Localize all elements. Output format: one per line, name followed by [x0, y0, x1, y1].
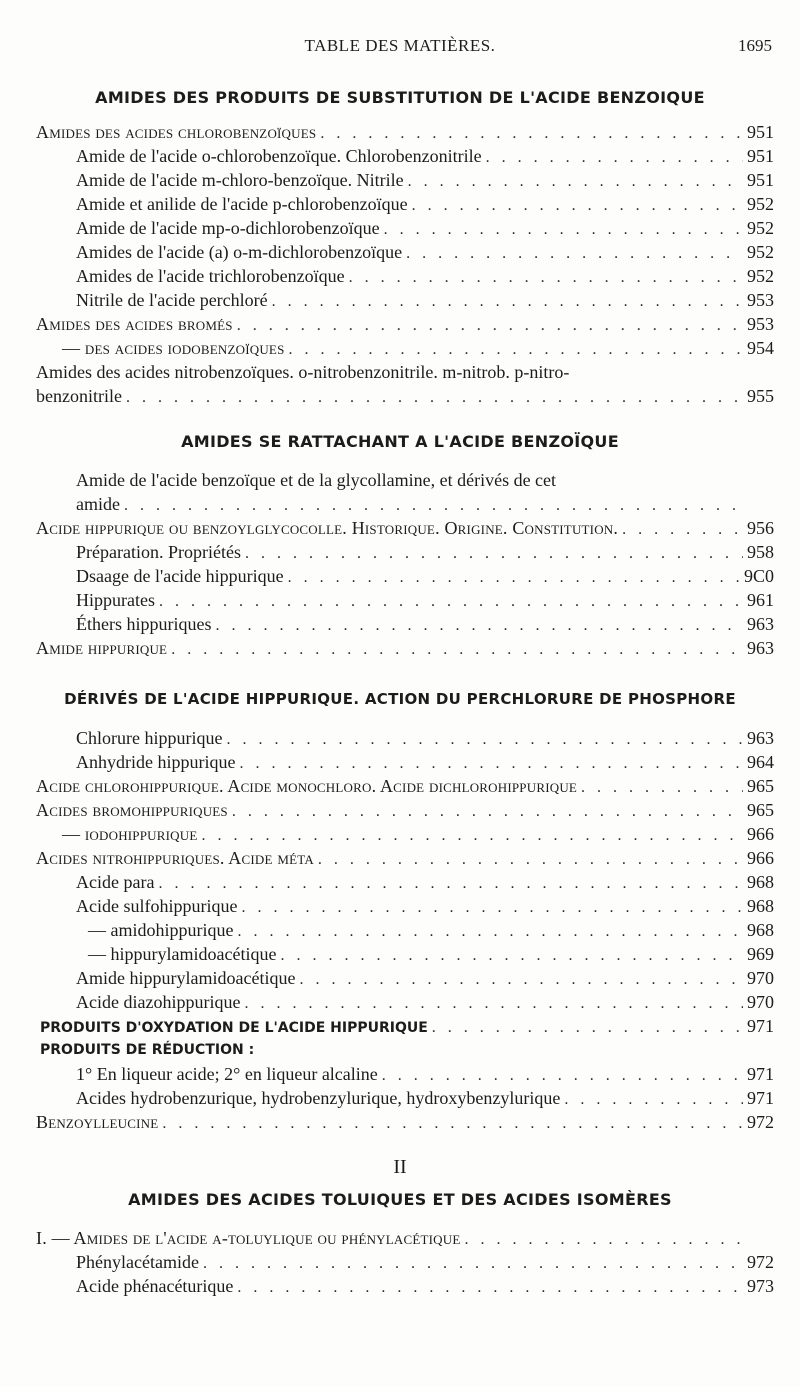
entry-text: Préparation. Propriétés: [76, 542, 241, 562]
entry-text: Acides hydrobenzurique, hydrobenzylurique, hydroxybenzylurique: [76, 1088, 561, 1108]
part-numeral: II: [393, 1156, 407, 1178]
entry-page: 953: [747, 314, 774, 334]
dot-leader: [408, 170, 743, 194]
entry-text: Amide de l'acide m-chloro-benzoïque. Nitrile: [76, 170, 404, 190]
dot-leader: [320, 122, 743, 146]
dot-leader: [486, 146, 743, 170]
toc-entry: [76, 144, 774, 168]
toc-entry: [36, 1110, 774, 1134]
entry-page: 963: [747, 728, 774, 748]
entry-text: Amide hippurique: [36, 638, 168, 658]
toc-entry: [40, 1014, 774, 1038]
entry-text: Dsaage de l'acide hippurique: [76, 566, 284, 586]
dot-leader: [318, 848, 743, 872]
toc-entry: [36, 312, 774, 336]
entry-page: 952: [747, 242, 774, 262]
dot-leader: [581, 776, 743, 800]
entry-page: 966: [747, 824, 774, 844]
toc-entry: [76, 750, 774, 774]
dot-leader: [226, 728, 743, 752]
toc-entry: [76, 564, 774, 588]
dot-leader: [237, 920, 743, 944]
section-title: AMIDES SE RATTACHANT A L'ACIDE BENZOÏQUE: [181, 432, 619, 451]
entry-page: 951: [747, 170, 774, 190]
toc-entry: [76, 240, 774, 264]
dot-leader: [349, 266, 743, 290]
toc-entry: [76, 264, 774, 288]
dot-leader: [564, 1088, 743, 1112]
entry-text: — iodohippurique: [62, 824, 198, 844]
dot-leader: [412, 194, 743, 218]
entry-text: — amidohippurique: [88, 920, 234, 940]
entry-page: 970: [747, 992, 774, 1012]
toc-entry: [76, 588, 774, 612]
entry-page: 968: [747, 872, 774, 892]
toc-entry: [36, 516, 774, 540]
entry-text: Acide phénacéturique: [76, 1276, 234, 1296]
entry-text: Amides des acides chlorobenzoïques: [36, 122, 317, 142]
entry-text: amide: [76, 494, 120, 514]
dot-leader: [162, 1112, 743, 1136]
entry-text: Amide de l'acide mp-o-dichlorobenzoïque: [76, 218, 380, 238]
entry-text: Amides des acides nitrobenzoïques. o-nitrobenzonitrile. m-nitrob. p-nitro-: [36, 362, 570, 382]
entry-text: Acides bromohippuriques: [36, 800, 228, 820]
entry-page: 952: [747, 194, 774, 214]
entry-page: 965: [747, 800, 774, 820]
toc-entry-continued: [76, 468, 556, 492]
toc-entry: [76, 492, 774, 516]
entry-text: Phénylacétamide: [76, 1252, 199, 1272]
section-title: AMIDES DES PRODUITS DE SUBSTITUTION DE L'ACIDE BENZOIQUE: [95, 88, 705, 107]
toc-entry: [76, 168, 774, 192]
toc-entry: [36, 384, 774, 408]
entry-text: Acides nitrohippuriques. Acide méta: [36, 848, 314, 868]
dot-leader: [158, 872, 743, 896]
entry-page: 964: [747, 752, 774, 772]
entry-page: 952: [747, 218, 774, 238]
toc-entry: [36, 1226, 774, 1250]
toc-entry: [76, 1086, 774, 1110]
toc-entry: [76, 726, 774, 750]
entry-text: Anhydride hippurique: [76, 752, 236, 772]
entry-page: 971: [747, 1016, 774, 1036]
entry-text: Acide sulfohippurique: [76, 896, 238, 916]
entry-text: Acide chlorohippurique. Acide monochloro. Acide dichlorohippurique: [36, 776, 578, 796]
entry-text: Amide hippurylamidoacétique: [76, 968, 296, 988]
dot-leader: [237, 314, 743, 338]
entry-page: 970: [747, 968, 774, 988]
toc-entry: [76, 216, 774, 240]
entry-page: 971: [747, 1064, 774, 1084]
entry-text: Amide de l'acide benzoïque et de la glycollamine, et dérivés de cet: [76, 470, 557, 490]
toc-entry: [36, 636, 774, 660]
dot-leader: [239, 752, 743, 776]
entry-text: Hippurates: [76, 590, 155, 610]
dot-leader: [215, 614, 743, 638]
entry-text: Acide para: [76, 872, 155, 892]
toc-entry: [88, 942, 774, 966]
toc-heading: [40, 1038, 254, 1062]
toc-entry: [36, 846, 774, 870]
entry-text: 1° En liqueur acide; 2° en liqueur alcaline: [76, 1064, 378, 1084]
dot-leader: [201, 824, 743, 848]
header-title: TABLE DES MATIÈRES.: [304, 36, 496, 55]
entry-text: Amides de l'acide trichlorobenzoïque: [76, 266, 345, 286]
dot-leader: [465, 1228, 745, 1252]
dot-leader: [289, 338, 743, 362]
section-title: AMIDES DES ACIDES TOLUIQUES ET DES ACIDES ISOMÈRES: [128, 1190, 672, 1209]
header-page-number: 1695: [738, 36, 772, 55]
entry-page: 952: [747, 266, 774, 286]
entry-page: 954: [747, 338, 774, 358]
dot-leader: [622, 518, 743, 542]
running-header: [0, 36, 800, 60]
toc-entry: [36, 774, 774, 798]
toc-entry: [36, 798, 774, 822]
entry-page: 971: [747, 1088, 774, 1108]
dot-leader: [124, 494, 744, 518]
entry-text: Acide hippurique ou benzoylglycocolle. Historique. Origine. Constitution.: [36, 518, 619, 538]
entry-page: 973: [747, 1276, 774, 1296]
section-title: DÉRIVÉS DE L'ACIDE HIPPURIQUE. ACTION DU PERCHLORURE DE PHOSPHORE: [64, 690, 736, 708]
dot-leader: [159, 590, 743, 614]
entry-text: Nitrile de l'acide perchloré: [76, 290, 268, 310]
dot-leader: [272, 290, 743, 314]
entry-text: Acide diazohippurique: [76, 992, 241, 1012]
entry-page: 955: [747, 386, 774, 406]
toc-entry: [76, 1250, 774, 1274]
dot-leader: [288, 566, 740, 590]
dot-leader: [237, 1276, 743, 1300]
toc-entry: [76, 612, 774, 636]
entry-text: Éthers hippuriques: [76, 614, 212, 634]
entry-text: Amides de l'acide (a) o-m-dichlorobenzoïque: [76, 242, 403, 262]
toc-entry: [76, 990, 774, 1014]
entry-text: PRODUITS DE RÉDUCTION :: [40, 1042, 255, 1058]
entry-text: I. — Amides de l'acide α-toluylique ou phénylacétique: [36, 1228, 461, 1248]
entry-page: 968: [747, 896, 774, 916]
toc-entry: [76, 966, 774, 990]
entry-text: — des acides iodobenzoïques: [62, 338, 285, 358]
toc-entry: [76, 870, 774, 894]
dot-leader: [382, 1064, 743, 1088]
entry-page: 963: [747, 614, 774, 634]
toc-entry: [76, 1062, 774, 1086]
entry-page: 9C0: [743, 566, 774, 586]
dot-leader: [126, 386, 743, 410]
entry-text: Chlorure hippurique: [76, 728, 223, 748]
dot-leader: [203, 1252, 743, 1276]
toc-entry: [62, 822, 774, 846]
entry-page: 956: [747, 518, 774, 538]
toc-entry: [36, 120, 774, 144]
toc-entry: [76, 540, 774, 564]
entry-page: 963: [747, 638, 774, 658]
entry-page: 961: [747, 590, 774, 610]
entry-text: benzonitrile: [36, 386, 122, 406]
dot-leader: [241, 896, 743, 920]
dot-leader: [384, 218, 743, 242]
dot-leader: [280, 944, 743, 968]
toc-entry: [88, 918, 774, 942]
entry-text: — hippurylamidoacétique: [88, 944, 277, 964]
entry-text: PRODUITS D'OXYDATION DE L'ACIDE HIPPURIQUE: [40, 1020, 428, 1036]
entry-page: 951: [747, 122, 774, 142]
entry-page: 953: [747, 290, 774, 310]
dot-leader: [406, 242, 743, 266]
entry-page: 966: [747, 848, 774, 868]
toc-entry: [76, 1274, 774, 1298]
entry-page: 972: [747, 1252, 774, 1272]
dot-leader: [232, 800, 743, 824]
dot-leader: [171, 638, 743, 662]
toc-entry: [76, 894, 774, 918]
toc-entry-continued: [36, 360, 569, 384]
entry-text: Amides des acides bromés: [36, 314, 233, 334]
entry-page: 958: [747, 542, 774, 562]
entry-page: 972: [747, 1112, 774, 1132]
entry-text: Benzoylleucine: [36, 1112, 159, 1132]
dot-leader: [244, 992, 743, 1016]
toc-entry: [62, 336, 774, 360]
entry-page: 965: [747, 776, 774, 796]
entry-page: 951: [747, 146, 774, 166]
entry-page: 968: [747, 920, 774, 940]
entry-text: Amide de l'acide o-chlorobenzoïque. Chlorobenzonitrile: [76, 146, 482, 166]
entry-text: Amide et anilide de l'acide p-chlorobenzoïque: [76, 194, 408, 214]
entry-page: 969: [747, 944, 774, 964]
toc-entry: [76, 192, 774, 216]
dot-leader: [299, 968, 743, 992]
dot-leader: [432, 1016, 743, 1040]
dot-leader: [245, 542, 743, 566]
toc-entry: [76, 288, 774, 312]
